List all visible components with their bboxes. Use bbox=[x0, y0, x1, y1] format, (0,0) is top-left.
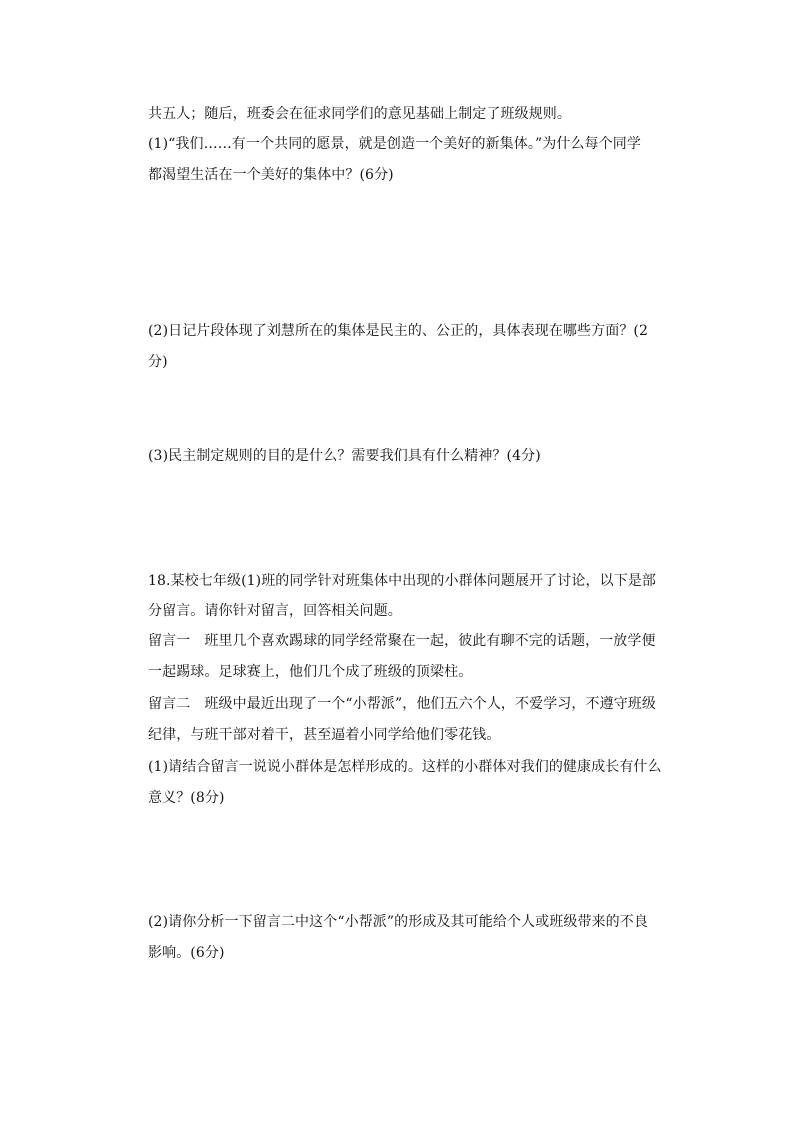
message-two-line-2: 纪律，与班干部对着干，甚至逼着小同学给他们零花钱。 bbox=[148, 727, 501, 743]
question-18-intro-line-1: 18.某校七年级(1)班的同学针对班集体中出现的小群体问题展开了讨论，以下是部 bbox=[148, 573, 656, 589]
question-18-1-line-2: 意义？(8分) bbox=[148, 790, 225, 806]
question-17-1-line-2: 都渴望生活在一个美好的集体中？(6分) bbox=[148, 167, 394, 183]
message-one-line-2: 一起踢球。足球赛上，他们几个成了班级的顶梁柱。 bbox=[148, 664, 473, 680]
question-18-intro-line-2: 分留言。请你针对留言，回答相关问题。 bbox=[148, 603, 402, 619]
question-17-1-line-1: (1)“我们……有一个共同的愿景，就是创造一个美好的新集体。”为什么每个同学 bbox=[148, 136, 641, 152]
message-one-line-1: 留言一 班里几个喜欢踢球的同学经常聚在一起，彼此有聊不完的话题，一放学便 bbox=[148, 633, 656, 649]
question-18-2-line-2: 影响。(6分) bbox=[148, 945, 225, 961]
question-18-2-line-1: (2)请你分析一下留言二中这个“小帮派”的形成及其可能给个人或班级带来的不良 bbox=[148, 914, 648, 930]
question-17-3-line-1: (3)民主制定规则的目的是什么？需要我们具有什么精神？(4分) bbox=[148, 448, 541, 464]
text-line-intro-end: 共五人；随后，班委会在征求同学们的意见基础上制定了班级规则。 bbox=[148, 106, 571, 122]
question-18-1-line-1: (1)请结合留言一说说小群体是怎样形成的。这样的小群体对我们的健康成长有什么 bbox=[148, 759, 662, 775]
question-17-2-line-1: (2)日记片段体现了刘慧所在的集体是民主的、公正的，具体表现在哪些方面？(2 bbox=[148, 323, 648, 339]
question-17-2-line-2: 分) bbox=[148, 354, 168, 370]
message-two-line-1: 留言二 班级中最近出现了一个“小帮派”，他们五六个人，不爱学习，不遵守班级 bbox=[148, 696, 657, 712]
